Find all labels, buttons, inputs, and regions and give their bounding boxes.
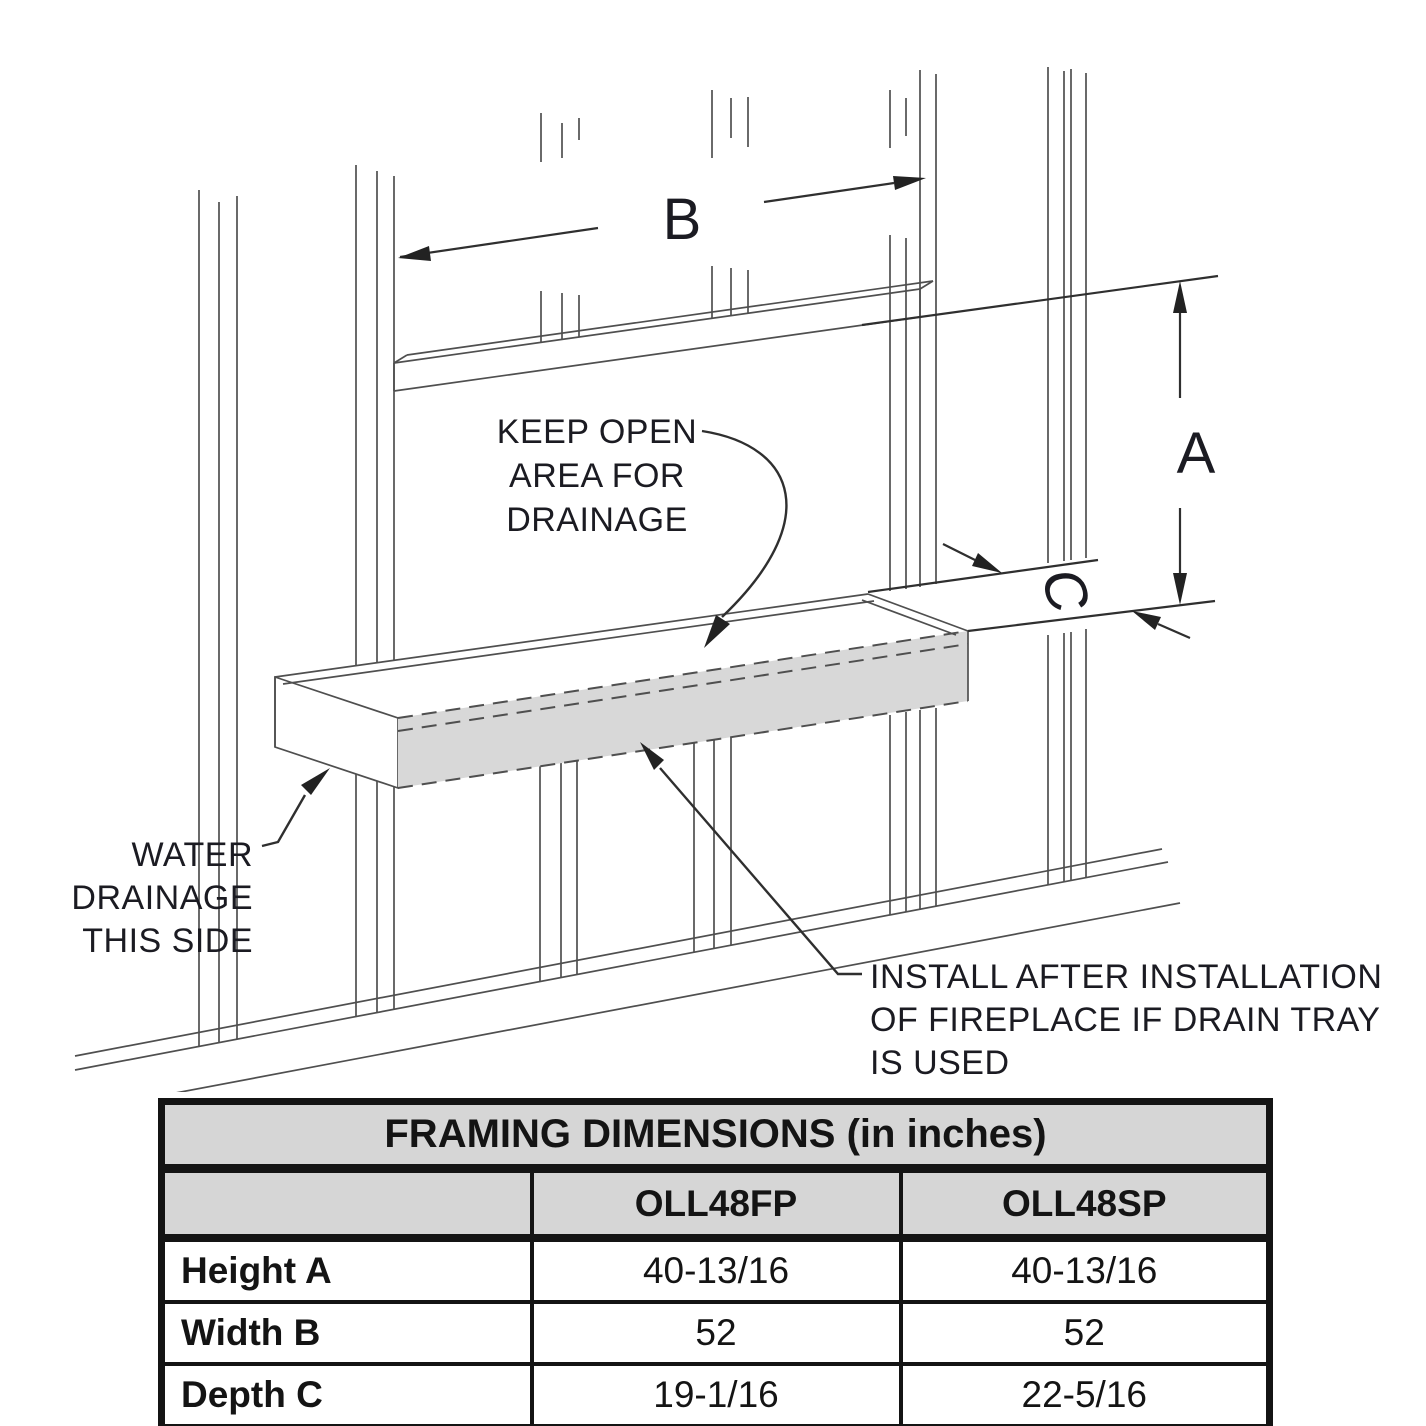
arrowhead-water <box>301 768 330 795</box>
install-line2: OF FIREPLACE IF DRAIN TRAY <box>870 1001 1381 1039</box>
keep-open-line3: DRAINAGE <box>506 501 688 539</box>
water-line3: THIS SIDE <box>82 922 253 960</box>
cripple-below-left <box>540 757 577 982</box>
callout-water-drainage <box>71 768 330 960</box>
keep-open-line2: AREA FOR <box>509 457 685 495</box>
height-a-oll48sp: 40-13/16 <box>901 1238 1270 1302</box>
column-header-oll48sp: OLL48SP <box>901 1169 1270 1239</box>
row-label-height-a: Height A <box>162 1238 532 1302</box>
callout-install-note <box>640 742 1382 1082</box>
arrowhead-b-right <box>893 176 926 190</box>
table-row-height-a <box>162 1238 1270 1302</box>
dim-label-c: C <box>1027 567 1103 615</box>
table-row-width-b <box>162 1302 1270 1364</box>
dim-label-a: A <box>1176 421 1216 486</box>
keep-open-line1: KEEP OPEN <box>496 413 698 451</box>
stud-opening-right <box>890 70 936 915</box>
dimension-b <box>398 176 926 261</box>
depth-c-oll48fp: 19-1/16 <box>532 1364 901 1426</box>
stud-far-right <box>1048 67 1086 885</box>
arrowhead-b-left <box>398 246 431 261</box>
arrowhead-c-upper <box>972 553 1002 573</box>
column-header-oll48fp: OLL48FP <box>532 1169 901 1239</box>
arrowhead-c-lower <box>1132 611 1161 630</box>
dim-label-b: B <box>662 187 702 252</box>
table-title-row <box>162 1102 1270 1169</box>
cripple-above-left <box>541 113 579 342</box>
corner-cell <box>162 1169 532 1239</box>
row-label-depth-c: Depth C <box>162 1364 532 1426</box>
water-line1: WATER <box>131 836 253 874</box>
row-label-width-b: Width B <box>162 1302 532 1364</box>
water-line2: DRAINAGE <box>71 879 253 917</box>
width-b-oll48fp: 52 <box>532 1302 901 1364</box>
drain-tray <box>275 594 968 788</box>
stud-opening-left <box>356 165 394 1017</box>
stud-far-left <box>199 190 237 1046</box>
install-line3: IS USED <box>870 1044 1010 1082</box>
framing-dimensions-table <box>158 1098 1273 1426</box>
wall-studs <box>199 67 1086 1046</box>
table-row-depth-c <box>162 1364 1270 1426</box>
header-beam <box>394 281 933 391</box>
table-column-header-row <box>162 1169 1270 1239</box>
height-a-oll48fp: 40-13/16 <box>532 1238 901 1302</box>
width-b-oll48sp: 52 <box>901 1302 1270 1364</box>
install-line1: INSTALL AFTER INSTALLATION <box>870 958 1383 996</box>
arrowhead-a-bottom <box>1173 573 1187 605</box>
cripple-above-right <box>712 90 748 318</box>
table-title: FRAMING DIMENSIONS (in inches) <box>162 1102 1270 1169</box>
depth-c-oll48sp: 22-5/16 <box>901 1364 1270 1426</box>
arrowhead-a-top <box>1173 281 1187 313</box>
